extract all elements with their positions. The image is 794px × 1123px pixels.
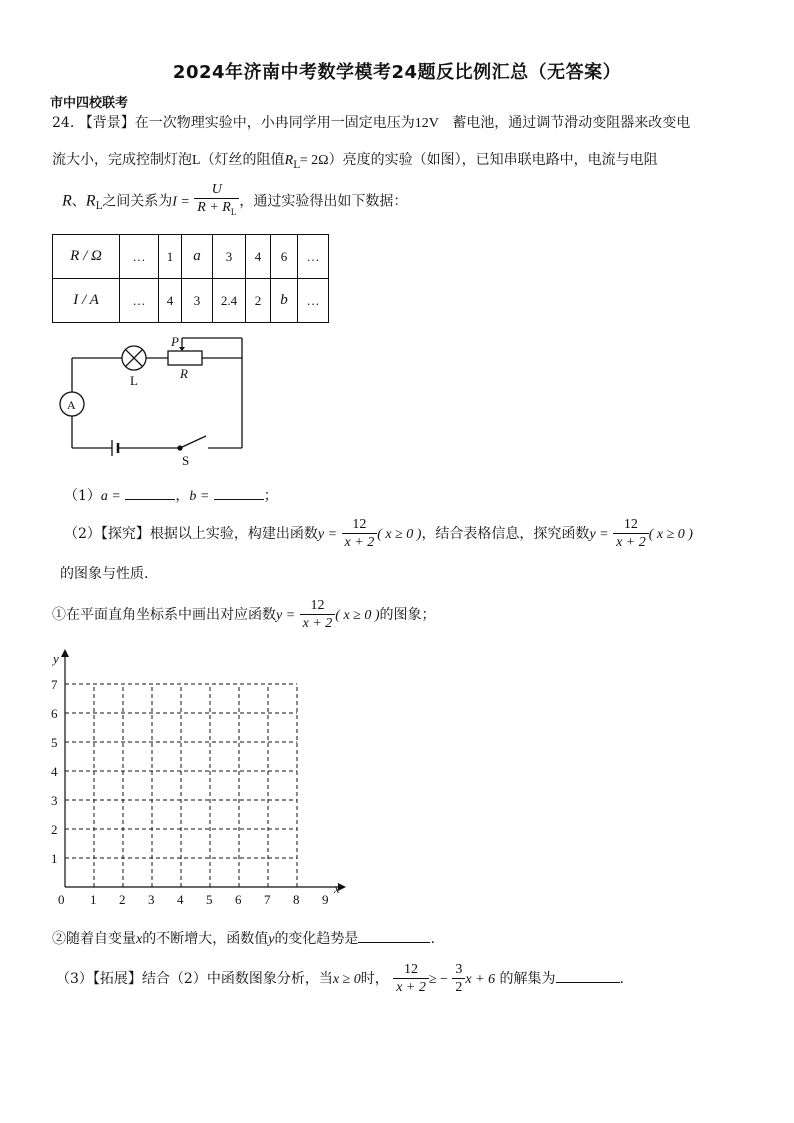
x-tick-label: 7 — [264, 892, 271, 907]
y-tick-label: 1 — [51, 851, 58, 866]
q1-sep: ， — [175, 488, 190, 504]
q2-prefix: （2）【探究】根据以上实验，构建出函数 — [64, 526, 318, 542]
x-tick-label: 1 — [90, 892, 97, 907]
separator: 、 — [71, 193, 86, 210]
table-header-r: R / Ω — [53, 235, 120, 279]
formula-lhs: I = — [172, 194, 190, 210]
resistor-symbol: R — [62, 192, 72, 210]
lamp-resistor-symbol: R — [85, 192, 96, 210]
table-cell: 4 — [246, 235, 271, 279]
lamp-resistance-symbol: R — [284, 153, 294, 168]
formula-denominator: $R + R_L$ — [197, 200, 237, 217]
table-cell-b: b — [271, 279, 298, 323]
q2-fraction: $\frac{12}{x + 2}$ — [342, 517, 378, 551]
question-3 — [56, 962, 624, 996]
lamp-resistance-value: = 2Ω — [299, 153, 329, 168]
label-r: R — [180, 366, 188, 381]
source-label: 市中四校联考 — [50, 96, 129, 111]
intro-line-2 — [52, 150, 658, 176]
intro-text-3b: ，通过实验得出如下数据： — [239, 193, 408, 210]
y-tick-label: 2 — [51, 822, 58, 837]
x-tick-label: 3 — [148, 892, 155, 907]
sub2-end: . — [430, 931, 435, 947]
data-table — [52, 234, 329, 323]
q2-line-2: 的图象与性质. — [60, 566, 149, 582]
sub-question-2 — [52, 929, 435, 950]
intro-text-2: 流大小，完成控制灯泡 — [52, 152, 192, 168]
q2-y-eq: y = — [317, 527, 338, 542]
q3-blank[interactable] — [556, 982, 620, 983]
intro-line-1 — [52, 113, 690, 134]
lamp-resistor-sub: L — [95, 201, 103, 213]
q3-post: 的解集为 — [499, 971, 556, 987]
sub1-condition: ( x ≥ 0 ) — [335, 608, 380, 623]
formula-numerator: U — [194, 182, 239, 199]
sub1-y-eq: y = — [276, 608, 296, 623]
sub2-post: 的变化趋势是 — [274, 931, 359, 947]
x-axis-label: x — [334, 881, 340, 896]
x-tick-label: 6 — [235, 892, 242, 907]
sub1-prefix: ①在平面直角坐标系中画出对应函数 — [52, 607, 276, 623]
lamp-symbol: L — [192, 153, 201, 168]
q2-fraction-2: $\frac{12}{x + 2}$ — [613, 517, 649, 551]
label-a: A — [67, 398, 76, 412]
table-header-i: I / A — [53, 279, 120, 323]
q3-tail: x + 6 — [465, 972, 496, 987]
sub2-x: x — [136, 932, 143, 947]
q1-b-label: b = — [189, 489, 210, 504]
table-cell-a: a — [182, 235, 213, 279]
intro-text-2b: （灯丝的阻值 — [200, 152, 285, 168]
q3-mid: 时， — [360, 971, 389, 987]
x-tick-label: 2 — [119, 892, 126, 907]
sub-question-1 — [52, 598, 436, 632]
y-axis-label: y — [53, 651, 59, 666]
sub2-blank[interactable] — [358, 942, 430, 943]
q3-ge: ≥ − — [428, 972, 448, 987]
q3-condition: x ≥ 0 — [332, 972, 361, 987]
q1-b-blank[interactable] — [214, 499, 264, 500]
table-cell: … — [298, 235, 329, 279]
sub1-fraction: $\frac{12}{x + 2}$ — [300, 598, 336, 632]
q3-pre: （3）【拓展】结合（2）中函数图象分析，当 — [56, 971, 333, 987]
q3-end: . — [619, 971, 624, 987]
label-p: P — [171, 334, 179, 349]
label-s: S — [182, 453, 190, 468]
circuit-diagram — [50, 330, 260, 470]
intro-text-2c: ）亮度的实验（如图），已知串联电路中，电流与电阻 — [328, 152, 658, 168]
table-row — [53, 279, 329, 323]
coordinate-grid[interactable] — [40, 645, 360, 910]
sub1-post: 的图象； — [379, 607, 436, 623]
q3-fraction: $\frac{12}{x + 2}$ — [393, 962, 429, 996]
x-tick-label: 9 — [322, 892, 329, 907]
table-cell: … — [298, 279, 329, 323]
table-cell: 3 — [213, 235, 246, 279]
y-tick-label: 4 — [51, 764, 58, 779]
y-tick-label: 5 — [51, 735, 58, 750]
q2-y-eq-2: y = — [589, 527, 609, 542]
table-row — [53, 235, 329, 279]
intro-line-3 — [62, 182, 407, 221]
y-tick-label: 6 — [51, 706, 58, 721]
table-cell: 2 — [246, 279, 271, 323]
table-cell: 6 — [271, 235, 298, 279]
q2-condition: ( x ≥ 0 ) — [377, 527, 422, 542]
voltage-value: 12V — [414, 116, 439, 131]
table-cell: … — [120, 279, 159, 323]
sub2-mid: 的不断增大，函数值 — [142, 931, 269, 947]
x-tick-label: 4 — [177, 892, 184, 907]
current-formula — [194, 182, 239, 221]
q1-prefix: （1） — [64, 488, 101, 504]
table-cell: 1 — [159, 235, 182, 279]
sub2-pre: ②随着自变量 — [52, 931, 136, 947]
x-tick-label: 8 — [293, 892, 300, 907]
intro-text-3: 之间关系为 — [102, 193, 173, 210]
page-title: 2024年济南中考数学模考24题反比例汇总（无答案） — [172, 62, 622, 83]
y-tick-label: 3 — [51, 793, 58, 808]
q2-condition-2: ( x ≥ 0 ) — [648, 527, 693, 542]
intro-text-1b: 蓄电池，通过调节滑动变阻器来改变电 — [452, 115, 691, 131]
q1-a-blank[interactable] — [125, 499, 175, 500]
x-tick-label: 5 — [206, 892, 213, 907]
q1-end: ； — [263, 488, 278, 504]
intro-text-1: 24. 【背景】在一次物理实验中，小冉同学用一固定电压为 — [52, 115, 415, 131]
label-l: L — [130, 373, 138, 388]
y-axis-arrow — [61, 649, 69, 657]
q3-fraction-2: $\frac{3}{2}$ — [452, 962, 465, 996]
table-cell: 2.4 — [213, 279, 246, 323]
y-tick-label: 7 — [51, 677, 58, 692]
q1-a-label: a = — [100, 489, 121, 504]
question-1 — [64, 486, 278, 507]
q2-mid: ，结合表格信息，探究函数 — [421, 526, 590, 542]
x-tick-label: 0 — [58, 892, 65, 907]
table-cell: 3 — [182, 279, 213, 323]
table-cell: … — [120, 235, 159, 279]
question-2 — [64, 517, 693, 551]
lamp-resistance-sub: L — [293, 159, 300, 171]
table-cell: 4 — [159, 279, 182, 323]
sub2-y: y — [268, 932, 275, 947]
resistor-icon — [168, 351, 202, 365]
